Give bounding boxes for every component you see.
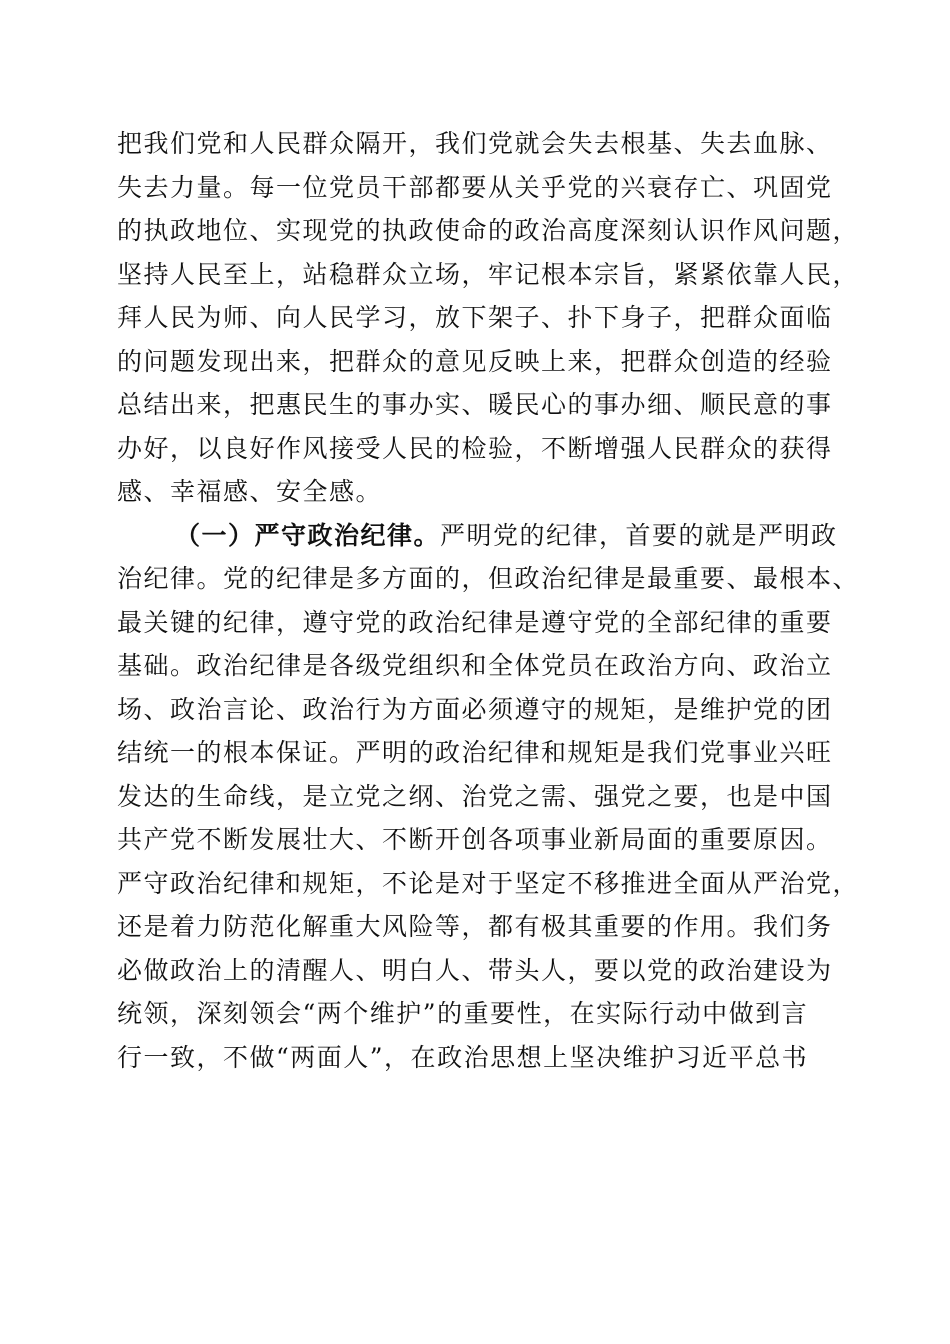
paragraph-line: 最关键的纪律，遵守党的政治纪律是遵守党的全部纪律的重要 — [117, 607, 833, 637]
paragraph-line: 还是着力防范化解重大风险等，都有极其重要的作用。我们务 — [117, 912, 833, 941]
paragraph-first-line-text: 严明党的纪律，首要的就是严明政 — [440, 520, 838, 550]
paragraph-line: 拜人民为师、向人民学习，放下架子、扑下身子，把群众面临 — [117, 303, 833, 332]
paragraph-line: 结统一的根本保证。严明的政治纪律和规矩是我们党事业兴旺 — [117, 738, 833, 767]
paragraph-line: 总结出来，把惠民生的事办实、暖民心的事办细、顺民意的事 — [117, 390, 833, 419]
paragraph-line: 共产党不断发展壮大、不断开创各项事业新局面的重要原因。 — [117, 825, 833, 854]
paragraph-line: 必做政治上的清醒人、明白人、带头人，要以党的政治建设为 — [117, 955, 833, 985]
paragraph-line: 发达的生命线，是立党之纲、治党之需、强党之要，也是中国 — [117, 781, 833, 811]
paragraph-1 — [117, 122, 860, 514]
paragraph-line: 把我们党和人民群众隔开，我们党就会失去根基、失去血脉、 — [117, 129, 833, 158]
paragraph-line: 基础。政治纪律是各级党组织和全体党员在政治方向、政治立 — [117, 651, 833, 680]
paragraph-2 — [117, 514, 860, 1080]
paragraph-line: 的执政地位、实现党的执政使命的政治高度深刻认识作风问题， — [117, 216, 860, 245]
paragraph-line: 统领，深刻领会“两个维护”的重要性，在实际行动中做到言 — [117, 999, 809, 1028]
paragraph-line: 行一致，不做“两面人”，在政治思想上坚决维护习近平总书 — [117, 1042, 809, 1072]
section-heading: （一）严守政治纪律。 — [175, 520, 441, 550]
paragraph-line: 坚持人民至上，站稳群众立场，牢记根本宗旨，紧紧依靠人民， — [117, 259, 860, 289]
body-text — [117, 122, 860, 1079]
paragraph-line: 感、幸福感、安全感。 — [117, 477, 383, 506]
paragraph-line: 的问题发现出来，把群众的意见反映上来，把群众创造的经验 — [117, 346, 833, 376]
paragraph-first-line — [117, 514, 847, 558]
paragraph-line: 治纪律。党的纪律是多方面的，但政治纪律是最重要、最根本、 — [117, 564, 860, 593]
paragraph-line: 失去力量。每一位党员干部都要从关乎党的兴衰存亡、巩固党 — [117, 172, 833, 202]
paragraph-line: 严守政治纪律和规矩，不论是对于坚定不移推进全面从严治党， — [117, 868, 860, 898]
paragraph-line: 办好，以良好作风接受人民的检验，不断增强人民群众的获得 — [117, 433, 833, 463]
paragraph-line: 场、政治言论、政治行为方面必须遵守的规矩，是维护党的团 — [117, 694, 833, 724]
